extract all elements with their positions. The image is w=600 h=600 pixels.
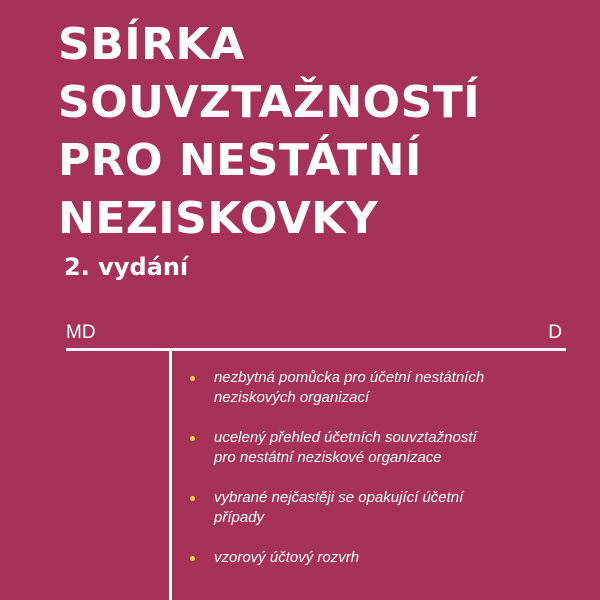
t-account-horizontal-line	[66, 348, 566, 351]
feature-text-line: vzorový účtový rozvrh	[214, 549, 360, 566]
feature-item	[190, 488, 535, 528]
edition-label: 2. vydání	[64, 253, 189, 281]
feature-text-line: ucelený přehled účetních souvztažností	[214, 429, 477, 446]
credit-label: D	[548, 322, 562, 343]
feature-item	[190, 548, 535, 568]
feature-text-line: pro nestátní neziskové organizace	[214, 449, 442, 466]
t-account-vertical-line	[169, 348, 172, 600]
bullet-icon	[190, 556, 195, 561]
feature-item	[190, 368, 535, 408]
feature-text-line: nezbytná pomůcka pro účetní nestátních	[214, 369, 485, 386]
bullet-icon	[190, 376, 195, 381]
title-line: SOUVZTAŽNOSTÍ	[58, 77, 481, 128]
feature-text-line: neziskových organizací	[214, 389, 370, 406]
title-line: NEZISKOVKY	[58, 193, 379, 244]
feature-text-line: případy	[214, 509, 265, 526]
feature-list	[190, 368, 535, 588]
title-line: PRO NESTÁTNÍ	[58, 135, 422, 186]
debit-label: MD	[66, 322, 96, 343]
title-line: SBÍRKA	[58, 19, 245, 70]
book-title	[58, 16, 480, 248]
feature-text-line: vybrané nejčastěji se opakující účetní	[214, 489, 464, 506]
bullet-icon	[190, 436, 195, 441]
feature-item	[190, 428, 535, 468]
bullet-icon	[190, 496, 195, 501]
